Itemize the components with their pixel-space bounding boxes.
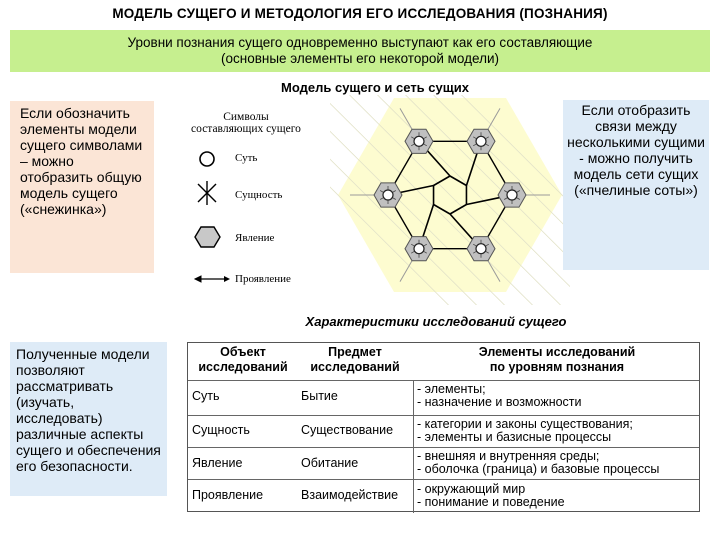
honeycomb-note: Если отобразить связи между несколькими сущими - можно получить модель сети сущих («пчелиные соты») — [563, 100, 709, 270]
node-circle — [507, 190, 517, 200]
page-title: МОДЕЛЬ СУЩЕГО И МЕТОДОЛОГИЯ ЕГО ИССЛЕДОВАНИЯ (ПОЗНАНИЯ) — [112, 6, 608, 21]
circle-icon — [200, 152, 214, 166]
row-2-elements: - категории и законы существования; - элементы и базисные процессы — [417, 417, 633, 444]
legend-title-line-1: Символы — [223, 111, 269, 123]
header-elements: Элементы исследований по уровням познания — [478, 345, 636, 374]
row-4-object: Проявление — [192, 488, 264, 502]
row-3-subject: Обитание — [301, 456, 359, 470]
node-circle — [414, 136, 424, 146]
levels-banner — [10, 30, 710, 72]
node-circle — [383, 190, 393, 200]
model-heading: Модель сущего и сеть сущих — [281, 80, 469, 95]
legend-title — [178, 111, 314, 135]
double-arrow-right-head — [204, 276, 234, 282]
node-circle — [476, 136, 486, 146]
banner-line-1: Уровни познания сущего одновременно выступают как его составляющие — [127, 35, 593, 50]
asterisk-icon — [198, 181, 216, 205]
legend-icons — [190, 145, 230, 295]
banner-line-2: (основные элементы его некоторой модели) — [221, 51, 499, 66]
row-3-object: Явление — [192, 456, 243, 470]
legend-label-entity: Сущность — [235, 189, 283, 201]
row-1-elements: - элементы; - назначение и возможности — [417, 382, 582, 409]
row-2-subject: Существование — [301, 423, 394, 437]
legend-title-line-2: составляющих сущего — [191, 123, 301, 135]
characteristics-heading: Характеристики исследований сущего — [305, 314, 567, 329]
node-circle — [414, 244, 424, 254]
models-note: Полученные модели позволяют рассматривать (изучать, исследовать) различные аспекты сущего и обеспечения его безопасности. — [10, 342, 167, 496]
row-4-subject: Взаимодействие — [301, 488, 399, 502]
header-object: Объект исследований — [198, 345, 288, 374]
row-3-elements: - внешняя и внутренняя среды; - оболочка (граница) и базовые процессы — [417, 449, 660, 476]
row-1-object: Суть — [192, 389, 220, 403]
row-2-object: Сущность — [192, 423, 250, 437]
legend-label-essence: Суть — [235, 152, 258, 164]
research-table — [187, 342, 700, 512]
legend-label-manifestation: Проявление — [235, 273, 291, 285]
honeycomb-diagram — [330, 95, 570, 305]
hexagon-icon — [195, 227, 220, 247]
snowflake-note: Если обозначить элементы модели сущего символами – можно отобразить общую модель сущего («снежинка») — [10, 101, 154, 273]
row-4-elements: - окружающий мир - понимание и поведение — [417, 482, 565, 509]
node-circle — [476, 244, 486, 254]
header-subject: Предмет исследований — [310, 345, 400, 374]
row-1-subject: Бытие — [301, 389, 338, 403]
legend-label-phenomenon: Явление — [235, 232, 275, 244]
